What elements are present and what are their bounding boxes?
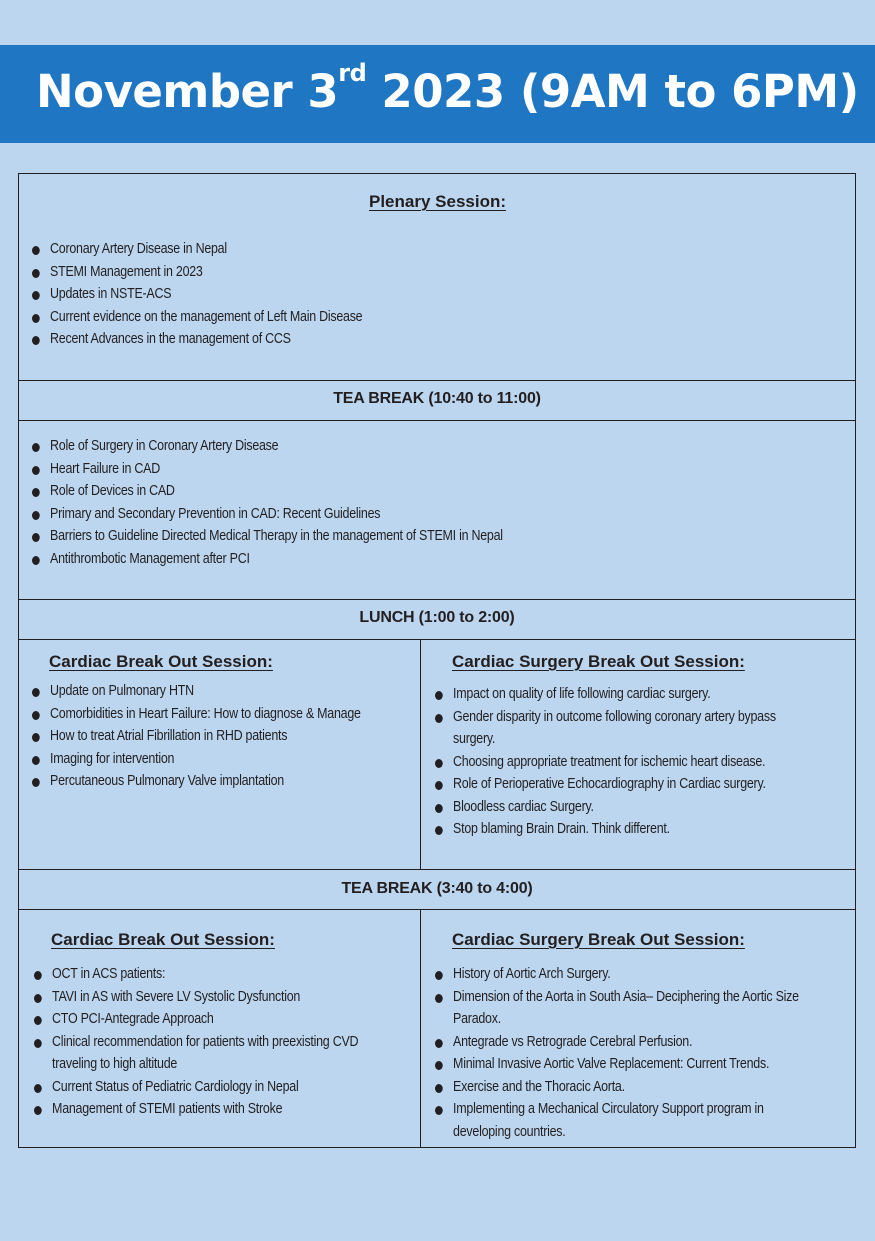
tea-break-1: TEA BREAK (10:40 to 11:00) xyxy=(333,390,541,407)
agenda-item: Management of STEMI patients with Stroke xyxy=(34,1098,400,1121)
agenda-item: Role of Perioperative Echocardiography in Cardiac surgery. xyxy=(435,773,796,796)
surgery-breakout-list-1 xyxy=(435,683,796,841)
agenda-item: Bloodless cardiac Surgery. xyxy=(435,796,796,819)
cardiac-breakout-list-1 xyxy=(32,680,361,793)
title-ordinal-suffix: rd xyxy=(338,59,367,87)
agenda-item: Comorbidities in Heart Failure: How to diagnose & Manage xyxy=(32,703,361,726)
agenda-item: Barriers to Guideline Directed Medical Therapy in the management of STEMI in Nepal xyxy=(32,525,503,548)
agenda-item: Role of Surgery in Coronary Artery Disease xyxy=(32,435,503,458)
agenda-item: Imaging for intervention xyxy=(32,748,361,771)
agenda-item: Exercise and the Thoracic Aorta. xyxy=(435,1076,822,1099)
divider xyxy=(19,909,855,910)
agenda-item: Impact on quality of life following cardiac surgery. xyxy=(435,683,796,706)
agenda-item: Update on Pulmonary HTN xyxy=(32,680,361,703)
agenda-item: CTO PCI-Antegrade Approach xyxy=(34,1008,400,1031)
agenda-item: Choosing appropriate treatment for ischemic heart disease. xyxy=(435,751,796,774)
lunch-break: LUNCH (1:00 to 2:00) xyxy=(359,609,515,626)
column-divider xyxy=(420,910,421,1148)
agenda-item: Current evidence on the management of Left Main Disease xyxy=(32,306,362,329)
agenda-item: OCT in ACS patients: xyxy=(34,963,400,986)
cardiac-breakout-list-2 xyxy=(34,963,400,1121)
agenda-item: STEMI Management in 2023 xyxy=(32,261,362,284)
agenda-item: Antegrade vs Retrograde Cerebral Perfusion. xyxy=(435,1031,822,1054)
divider xyxy=(19,420,855,421)
plenary-heading: Plenary Session: xyxy=(369,192,507,211)
session-2-list xyxy=(32,435,503,570)
plenary-list xyxy=(32,238,362,351)
event-date-title xyxy=(36,59,859,118)
agenda-item: Current Status of Pediatric Cardiology in Nepal xyxy=(34,1076,400,1099)
surgery-breakout-heading-2: Cardiac Surgery Break Out Session: xyxy=(452,930,745,949)
tea-break-2: TEA BREAK (3:40 to 4:00) xyxy=(341,880,533,897)
agenda-item: Implementing a Mechanical Circulatory Support program in developing countries. xyxy=(435,1098,822,1143)
agenda-item: Clinical recommendation for patients with preexisting CVD traveling to high altitude xyxy=(34,1031,400,1076)
agenda-item: Minimal Invasive Aortic Valve Replacement: Current Trends. xyxy=(435,1053,822,1076)
divider xyxy=(19,380,855,381)
surgery-breakout-list-2 xyxy=(435,963,822,1143)
column-divider xyxy=(420,640,421,869)
surgery-breakout-heading-1: Cardiac Surgery Break Out Session: xyxy=(452,652,745,671)
agenda-item: Heart Failure in CAD xyxy=(32,458,503,481)
agenda-item: Role of Devices in CAD xyxy=(32,480,503,503)
cardiac-breakout-heading-2: Cardiac Break Out Session: xyxy=(51,930,275,949)
agenda-item: Percutaneous Pulmonary Valve implantation xyxy=(32,770,361,793)
title-part2: 2023 (9AM to 6PM) xyxy=(366,65,859,118)
agenda-item: Updates in NSTE-ACS xyxy=(32,283,362,306)
cardiac-breakout-heading-1: Cardiac Break Out Session: xyxy=(49,652,273,671)
agenda-item: Antithrombotic Management after PCI xyxy=(32,548,503,571)
agenda-item: Dimension of the Aorta in South Asia– Deciphering the Aortic Size Paradox. xyxy=(435,986,822,1031)
divider xyxy=(19,639,855,640)
divider xyxy=(19,599,855,600)
agenda-item: TAVI in AS with Severe LV Systolic Dysfunction xyxy=(34,986,400,1009)
agenda-item: Recent Advances in the management of CCS xyxy=(32,328,362,351)
agenda-item: History of Aortic Arch Surgery. xyxy=(435,963,822,986)
title-part1: November 3 xyxy=(36,65,339,118)
agenda-item: How to treat Atrial Fibrillation in RHD patients xyxy=(32,725,361,748)
agenda-item: Stop blaming Brain Drain. Think different. xyxy=(435,818,796,841)
schedule-table xyxy=(18,173,856,1148)
agenda-item: Coronary Artery Disease in Nepal xyxy=(32,238,362,261)
divider xyxy=(19,869,855,870)
agenda-item: Gender disparity in outcome following coronary artery bypass surgery. xyxy=(435,706,796,751)
agenda-item: Primary and Secondary Prevention in CAD: Recent Guidelines xyxy=(32,503,503,526)
date-banner xyxy=(0,45,875,143)
